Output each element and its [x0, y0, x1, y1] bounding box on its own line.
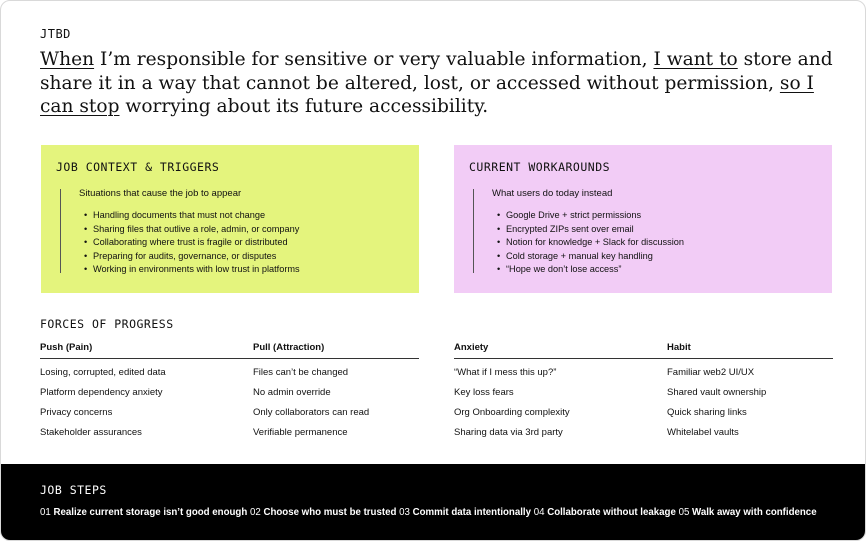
list-item: • Google Drive + strict permissions	[506, 209, 684, 223]
anxiety-item: “What if I mess this up?”	[454, 367, 557, 378]
step-number: 04	[533, 507, 545, 518]
want-text: store and share it in a way that cannot be altered, lost, or accessed without permission,	[40, 49, 833, 94]
step-item	[250, 507, 396, 518]
anxiety-item: Sharing data via 3rd party	[454, 427, 563, 438]
habit-header: Habit	[667, 342, 691, 353]
workarounds-list	[506, 209, 684, 277]
pull-item: Verifiable permanence	[253, 427, 348, 438]
anxiety-item: Key loss fears	[454, 387, 514, 398]
job-context-divider	[60, 189, 80, 273]
list-item: • Encrypted ZIPs sent over email	[506, 223, 684, 237]
push-header: Push (Pain)	[40, 342, 93, 353]
step-label: Walk away with confidence	[692, 507, 817, 518]
so-text: worrying about its future accessibility.	[119, 96, 489, 117]
forces-header-row	[40, 341, 419, 359]
step-label: Collaborate without leakage	[547, 507, 676, 518]
push-item: Losing, corrupted, edited data	[40, 367, 166, 378]
step-item	[534, 507, 676, 518]
list-item: • Preparing for audits, governance, or disputes	[93, 250, 300, 264]
list-item: • Cold storage + manual key handling	[506, 250, 684, 264]
anxiety-column	[454, 367, 570, 447]
anxiety-item: Org Onboarding complexity	[454, 407, 570, 418]
job-steps-bar	[1, 464, 866, 541]
step-label: Realize current storage isn’t good enough	[53, 507, 248, 518]
pull-item: Files can’t be changed	[253, 367, 349, 378]
job-context-box	[41, 145, 419, 293]
step-item	[40, 507, 247, 518]
pull-item: Only collaborators can read	[253, 407, 370, 418]
forces-header-row	[454, 341, 833, 359]
pull-header: Pull (Attraction)	[253, 342, 325, 353]
step-number: 01	[40, 507, 51, 518]
step-item	[679, 507, 817, 518]
push-item: Privacy concerns	[40, 407, 113, 418]
job-steps-title: JOB STEPS	[40, 483, 107, 497]
job-context-list	[93, 209, 300, 277]
step-label: Choose who must be trusted	[263, 507, 397, 518]
habit-column	[667, 367, 766, 447]
job-statement	[40, 48, 840, 119]
workarounds-title: CURRENT WORKAROUNDS	[469, 160, 611, 174]
push-column	[40, 367, 166, 447]
anxiety-header: Anxiety	[454, 342, 489, 353]
push-item: Platform dependency anxiety	[40, 387, 163, 398]
eyebrow-label: JTBD	[40, 27, 71, 41]
step-number: 02	[249, 507, 261, 518]
list-item: • “Hope we don’t lose access”	[506, 263, 684, 277]
forces-anxiety-habit	[454, 341, 833, 438]
habit-item: Shared vault ownership	[667, 387, 767, 398]
list-item: • Handling documents that must not change	[93, 209, 300, 223]
list-item: • Collaborating where trust is fragile or distributed	[93, 236, 300, 250]
want-keyword: I want to	[653, 49, 738, 70]
pull-column	[253, 367, 369, 447]
workarounds-box	[454, 145, 832, 293]
list-item: • Sharing files that outlive a role, admin, or company	[93, 223, 300, 237]
job-context-title: JOB CONTEXT & TRIGGERS	[56, 160, 220, 174]
habit-item: Whitelabel vaults	[667, 427, 739, 438]
step-number: 05	[678, 507, 690, 518]
step-item	[399, 507, 531, 518]
workarounds-subtitle: What users do today instead	[492, 188, 613, 199]
push-item: Stakeholder assurances	[40, 427, 142, 438]
job-context-subtitle: Situations that cause the job to appear	[79, 188, 242, 199]
step-label: Commit data intentionally	[412, 507, 532, 518]
pull-item: No admin override	[253, 387, 331, 398]
workarounds-divider	[473, 189, 493, 273]
step-number: 03	[399, 507, 410, 518]
habit-item: Quick sharing links	[667, 407, 747, 418]
habit-item: Familiar web2 UI/UX	[667, 367, 755, 378]
when-keyword: When	[40, 49, 95, 70]
list-item: • Notion for knowledge + Slack for discussion	[506, 236, 684, 250]
forces-push-pull	[40, 341, 419, 438]
forces-title: FORCES OF PROGRESS	[40, 317, 174, 331]
job-steps-list	[40, 507, 817, 518]
so-keyword: so I can stop	[40, 72, 814, 117]
list-item: • Working in environments with low trust in platforms	[93, 263, 300, 277]
when-text: I’m responsible for sensitive or very valuable information,	[94, 49, 654, 70]
